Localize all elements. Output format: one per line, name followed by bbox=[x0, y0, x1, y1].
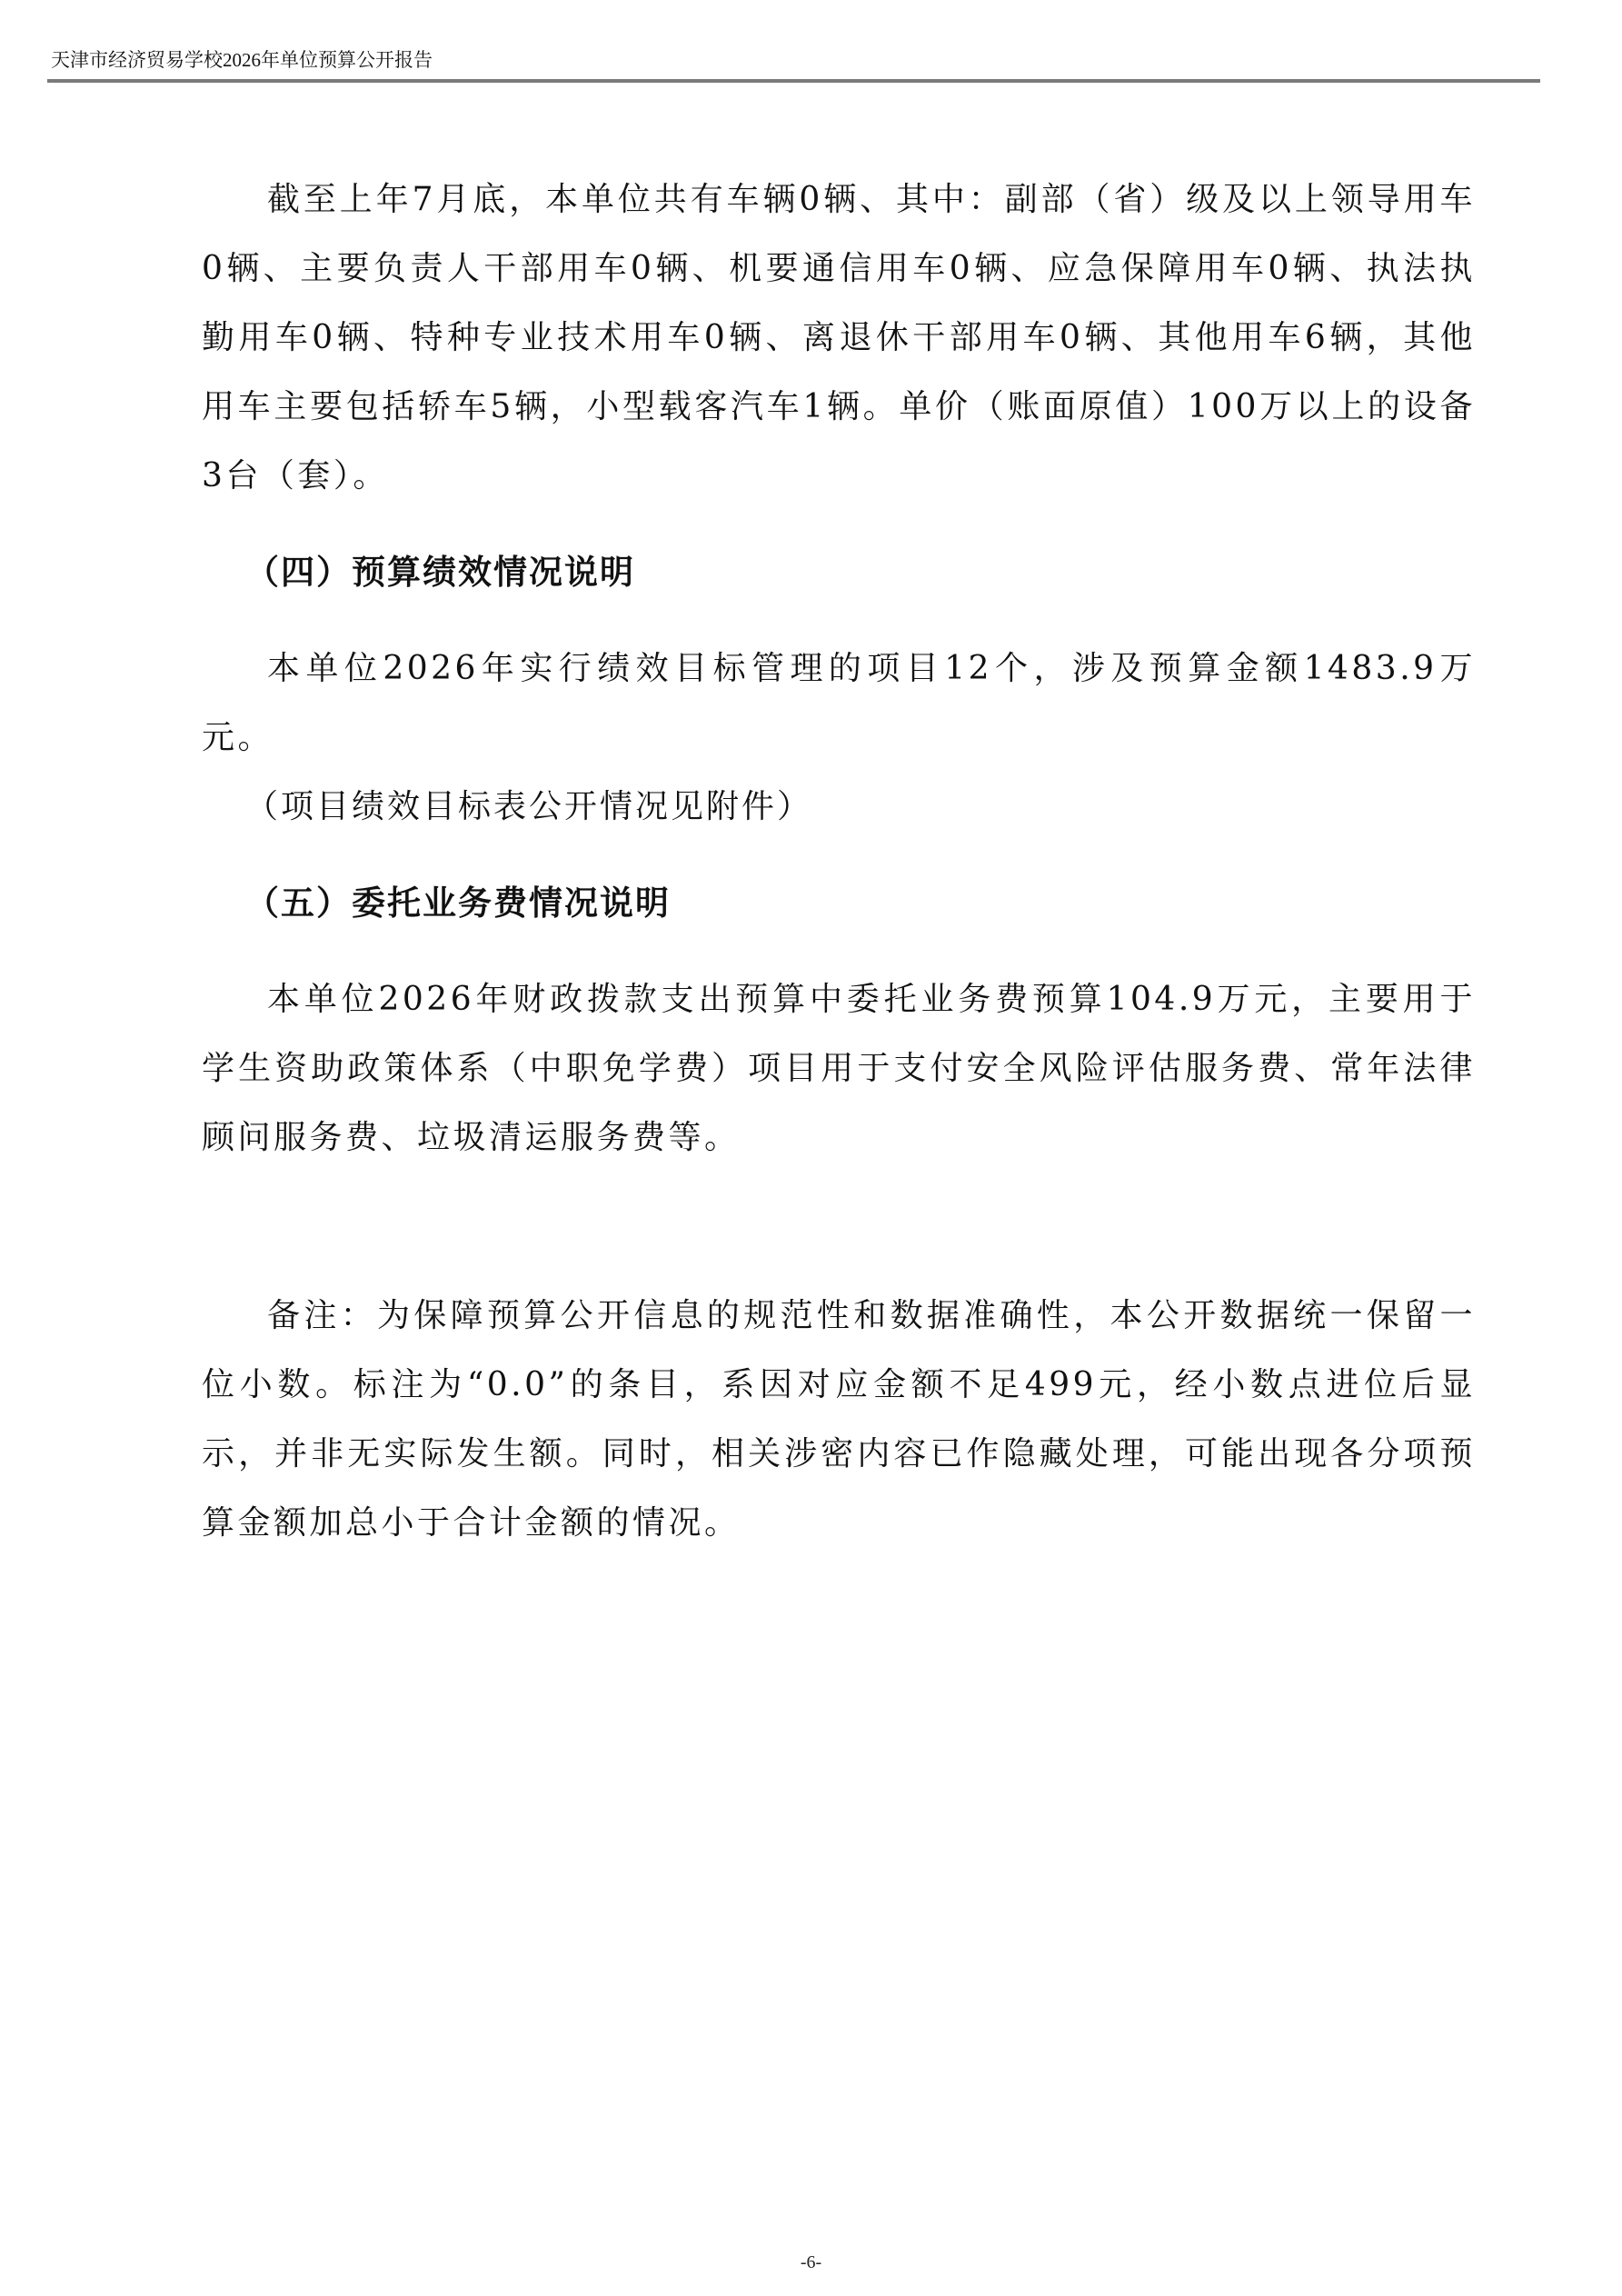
document-body bbox=[202, 165, 1476, 1558]
remark-paragraph: 备注：为保障预算公开信息的规范性和数据准确性，本公开数据统一保留一位小数。标注为“0.0”的条目，系因对应金额不足499元，经小数点进位后显示，并非无实际发生额。同时，相关涉密内容已作隐藏处理，可能出现各分项预算金额加总小于合计金额的情况。 bbox=[202, 1297, 1476, 1542]
section-5-paragraph: 本单位2026年财政拨款支出预算中委托业务费预算104.9万元，主要用于学生资助政策体系（中职免学费）项目用于支付安全风险评估服务费、常年法律顾问服务费、垃圾清运服务费等。 bbox=[202, 981, 1476, 1156]
section-4-paragraph: 本单位2026年实行绩效目标管理的项目12个，涉及预算金额1483.9万元。 bbox=[202, 650, 1476, 756]
section-4-heading: （四）预算绩效情况说明 bbox=[245, 553, 635, 592]
document-header-title: 天津市经济贸易学校2026年单位预算公开报告 bbox=[51, 49, 433, 71]
section-5-heading: （五）委托业务费情况说明 bbox=[245, 883, 671, 923]
header-divider bbox=[47, 79, 1540, 83]
page-number: -6- bbox=[800, 2252, 822, 2272]
attachment-note: （项目绩效目标表公开情况见附件） bbox=[245, 788, 813, 825]
vehicles-paragraph: 截至上年7月底，本单位共有车辆0辆、其中：副部（省）级及以上领导用车0辆、主要负责人干部用车0辆、机要通信用车0辆、应急保障用车0辆、执法执勤用车0辆、特种专业技术用车0辆、离退休干部用车0辆、其他用车6辆，其他用车主要包括轿车5辆，小型载客汽车1辆。单价（账面原值）100万以上的设备3台（套）。 bbox=[202, 181, 1476, 494]
